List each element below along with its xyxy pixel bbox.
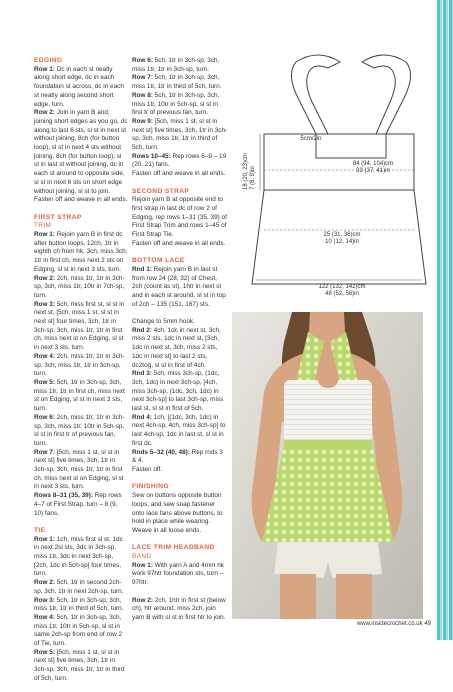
instruction-paragraph — [34, 579, 128, 596]
instruction-text: 5ch, miss first st, sl st in next st, [5ch, miss 1 st, sl st in next st] four times, 3ch, 1tr in 3ch-sp, 3ch, miss 1tr, 1tr in first ch, miss next st on Edging, sl st in next 3 sts, turn. — [34, 300, 125, 352]
decorative-side-stripe — [437, 0, 453, 640]
pattern-section — [132, 318, 228, 475]
section-subheading: BAND — [132, 553, 152, 560]
row-label: Row 3: — [34, 300, 55, 308]
instruction-paragraph — [132, 240, 228, 249]
instruction-paragraph — [132, 562, 228, 588]
instruction-text: [5ch, miss 1 st, sl st in next st] five times, 3ch, 1tr in 3ch-sp, 3ch, miss 1tr, 1tr in third of 5ch, turn. — [132, 117, 228, 152]
waist-measurement: 25 (31, 36)cm 10 (12, 14)in — [323, 232, 361, 245]
instruction-text: Rejoin yarn B in last st from row 24 (28, 32) of Chest, 2ch (count as st), 1htr in next st and in each st around, sl st in top of 2ch – 135 (151, 167) sts. — [132, 265, 226, 308]
row-label: Row 8: — [132, 91, 153, 99]
section-heading: FINISHING — [132, 483, 169, 491]
instruction-paragraph — [34, 492, 128, 518]
instruction-text: Weave in all loose ends. — [132, 526, 202, 534]
page-number: 49 — [424, 621, 431, 627]
instruction-text: 5ch, 1tr in second 2ch-sp, 3ch, 1tr in next 2ch-sp, turn. — [34, 579, 124, 595]
row-label: Row 1: — [34, 231, 55, 239]
instruction-paragraph — [132, 327, 228, 371]
instruction-text: 1ch, miss first sl st, 1dc in next 2sl sts, 3dc in 3ch-sp, miss 1tr, 3dc in next 3ch-sp, [2ch, 1dc in 5ch-sp] four times, turn. — [34, 535, 123, 578]
instruction-paragraph — [34, 231, 128, 275]
height-measurement: 18 (20, 23)cm 7 (8, 9)in — [243, 152, 256, 190]
section-heading: FIRST STRAP — [34, 213, 82, 221]
pattern-section — [132, 188, 228, 249]
instruction-paragraph — [34, 614, 128, 649]
instruction-text: Change to 5mm hook. — [132, 318, 195, 326]
row-label: Rnd 2: — [132, 326, 152, 334]
row-label: Rows 10–45: — [132, 152, 171, 160]
instruction-text: Fasten off and weave in all ends. — [132, 239, 226, 247]
instruction-text: [5ch, miss 1 st, sl st in next st] five times, 3ch, 1tr in 3ch-sp, 3ch, miss 1tr, 1tr in first ch, miss next st on Edging, sl st in next 3 sts, turn. — [34, 448, 124, 491]
section-heading: BOTTOM LACE — [132, 257, 185, 265]
instruction-text: 5ch, 1tr in 3ch-sp, 3ch, miss 1tr, 1tr in first ch, miss next st on Edging, sl st in next 3 sts, turn. — [34, 379, 125, 413]
instruction-paragraph — [34, 449, 128, 493]
instruction-paragraph — [34, 597, 128, 614]
instruction-paragraph — [34, 66, 128, 110]
instruction-paragraph — [34, 275, 128, 301]
pattern-section — [34, 57, 128, 205]
instruction-paragraph — [34, 353, 128, 379]
pattern-section — [34, 214, 128, 519]
instruction-paragraph — [132, 74, 228, 91]
instruction-paragraph — [132, 527, 228, 536]
pattern-section — [132, 544, 228, 588]
row-label: Row 6: — [132, 57, 153, 64]
row-label: Row 1: — [34, 65, 55, 73]
garment-schematic — [238, 18, 438, 318]
section-subheading: TRIM — [34, 222, 52, 230]
row-label: Row 5: — [34, 648, 55, 656]
instruction-text: 2ch, 1htr in first st (below ch), htr around, miss 2ch, join yarn B with sl st in first htr to join. — [132, 596, 226, 621]
row-label: Row 6: — [34, 413, 55, 421]
instruction-text: Join in yarn B and, joining short edges as you go, dc along to last 6 sts, sl st in next st without joining, 8ch (for button loop), sl st in next 4 sts without joining, 8ch (for button loop), sl st in last st without joining, dc in each st around to opposite side, sl st in next 6 sts on short edge without joining, sl st to join. — [34, 109, 128, 195]
instruction-paragraph — [132, 597, 228, 623]
instruction-text: [5ch, miss 1 st, sl st in next st] five times, 3ch, 1tr in 3ch-sp, 3ch, miss 1tr, 1tr in third of 5ch, turn. — [34, 648, 125, 682]
instruction-text: 2ch, miss 1tr, 1tr in 3ch-sp, 3ch, miss 1tr, 10tr in 5ch-sp, sl st in first tr of previous fan, turn. — [34, 413, 125, 447]
row-label: Row 7: — [132, 74, 153, 82]
pattern-section — [132, 597, 228, 623]
bust-measurement: 84 (94, 104)cm 33 (37, 41)in — [352, 161, 394, 174]
row-label: Row 7: — [34, 448, 55, 456]
instruction-paragraph — [132, 492, 228, 527]
instruction-text: Rep rnds 3 & 4. — [132, 448, 223, 465]
instruction-text: Fasten off and weave in all ends. — [132, 170, 226, 178]
row-label: Rnd 3: — [132, 370, 152, 378]
row-label: Row 1: — [132, 561, 153, 569]
row-label: Row 4: — [34, 613, 55, 621]
instruction-text: 2ch, miss 1tr, 1tr in 3ch-sp, 3ch, miss 1tr, 1tr in 3ch-sp, turn. — [34, 352, 125, 378]
pattern-section — [132, 57, 228, 179]
pattern-column-middle — [132, 57, 228, 631]
pattern-column-left — [34, 57, 128, 692]
instruction-paragraph — [132, 414, 228, 449]
instruction-text: Fasten off. — [132, 466, 163, 473]
section-heading: EDGING — [34, 57, 63, 64]
row-label: Row 5: — [34, 379, 55, 386]
instruction-text: With yarn A and 4mm hk work 97htr foundation sts, turn – 97htr. — [132, 561, 224, 587]
instruction-text: Sew on buttons opposite button loops, and sew snap fastener onto lace fans above buttons, to hold in place while wearing. — [132, 492, 223, 526]
site-url: www.insidecrochet.co.uk — [356, 621, 423, 627]
instruction-text: 5ch, miss 3ch-sp, (1dc, 3ch, 1dc) in next 3ch-sp, [4ch, miss 3ch-sp, (1dc, 3ch, 1dc) in next 3ch-sp] to last 3ch-sp, miss last st, sl st in first of 5ch. — [132, 370, 224, 413]
instruction-text: Rejoin yarn B in first dc after button loops, 12ch, 1tr in eighth ch from hk, 3ch, miss 3ch, 1tr in first ch, miss next 2 sts on Edging, sl st in next 3 sts, turn. — [34, 231, 128, 273]
row-label: Rnd 4: — [132, 413, 152, 421]
instruction-paragraph — [132, 57, 228, 74]
instruction-text: Rep rows 4–7 of First Strap, turn – 8 (9, 10) fans. — [34, 492, 122, 517]
row-label: Row 2: — [34, 109, 55, 117]
section-heading: TIE — [34, 526, 46, 534]
instruction-paragraph — [132, 118, 228, 153]
instruction-paragraph — [132, 370, 228, 414]
row-label: Rnds 5–32 (40, 48): — [132, 448, 190, 456]
instruction-paragraph — [34, 536, 128, 580]
hem-measurement: 122 (132, 142)cm 48 (52, 56)in — [318, 284, 366, 297]
instruction-text: 5ch, 1tr in 3ch-sp, 3ch, miss 1tr, 1tr in third of 5ch, turn. — [34, 596, 124, 613]
row-label: Rows 8–31 (35, 39): — [34, 492, 93, 500]
instruction-text: 5ch, 1tr in 3ch-sp, 3ch, miss 1tr, 10tr in 5ch-sp, sl st in same 2ch-sp from end of row 2 of Tie, turn. — [34, 613, 123, 648]
instruction-paragraph — [34, 379, 128, 414]
section-heading: LACE TRIM HEADBAND — [132, 544, 215, 552]
instruction-paragraph — [132, 92, 228, 118]
row-label: Row 9: — [132, 117, 153, 125]
row-label: Row 3: — [34, 596, 55, 604]
instruction-paragraph — [132, 196, 228, 240]
instruction-text: 5ch, 1tr in 3ch-sp, 3ch, miss 1tr, 1tr in third of 5ch, turn. — [132, 74, 222, 91]
row-label: Row 4: — [34, 352, 55, 360]
instruction-text: 4ch, 1dc in next st, 3ch, miss 2 sts, 1dc in next st, [3ch, 1dc in next st, 3ch, miss 2 sts, 1dc in next st] to last 2 sts, dc2tog, sl st in first of 4ch. — [132, 326, 221, 369]
instruction-paragraph — [132, 266, 228, 310]
instruction-paragraph — [34, 414, 128, 449]
instruction-text: 5ch, 1tr in 3ch-sp, 3ch, miss 1tr, 1tr in 3ch-sp, turn. — [132, 57, 220, 73]
row-label: Rnd 1: — [132, 265, 152, 273]
instruction-text: Rejoin yarn B at opposite end to first strap in last dc of row 2 of Edging, rep rows 1–31 (35, 39) of First Strap Trim and rows 1–45 of First Strap Tie. — [132, 196, 227, 239]
instruction-paragraph — [34, 649, 128, 684]
row-label: Row 1: — [34, 535, 55, 543]
instruction-text: 1ch, [(1dc, 3ch, 1dc) in next 4ch-sp, 4ch, miss 3ch-sp] to last 4ch-sp, 1dc in last st, sl st in first dc. — [132, 413, 226, 447]
instruction-paragraph — [34, 196, 128, 205]
instruction-text: Rep rows 6–9 – 19 (20, 21) fans. — [132, 152, 227, 169]
neck-measurement: 5cm/2in — [300, 136, 322, 142]
pattern-section — [132, 483, 228, 535]
row-label: Row 2: — [34, 579, 55, 587]
model-photo — [232, 312, 423, 619]
row-label: Row 2: — [34, 274, 55, 282]
instruction-paragraph — [132, 466, 228, 475]
page-footer — [357, 621, 431, 627]
instruction-paragraph — [34, 301, 128, 353]
instruction-paragraph — [132, 318, 228, 327]
instruction-paragraph — [132, 449, 228, 466]
instruction-paragraph — [34, 109, 128, 196]
instruction-paragraph — [132, 170, 228, 179]
instruction-text: Dc in each st neatly along short edge, dc in each foundation st across, dc in each st neatly along second short edge, turn. — [34, 65, 124, 108]
instruction-paragraph — [132, 153, 228, 170]
instruction-text: 5ch, 1tr in 3ch-sp, 3ch, miss 1tr, 10tr in 5ch-sp, sl st in first tr of previous fan, turn. — [132, 91, 220, 117]
pattern-section — [132, 257, 228, 309]
instruction-text: 2ch, miss 1tr, 1tr in 3ch-sp, 3ch, miss 1tr, 10tr in 7ch-sp, turn. — [34, 274, 125, 299]
instruction-text: Fasten off and weave in all ends. — [34, 196, 128, 204]
row-label: Row 2: — [132, 596, 153, 604]
section-heading: SECOND STRAP — [132, 187, 190, 195]
pattern-section — [34, 527, 128, 684]
